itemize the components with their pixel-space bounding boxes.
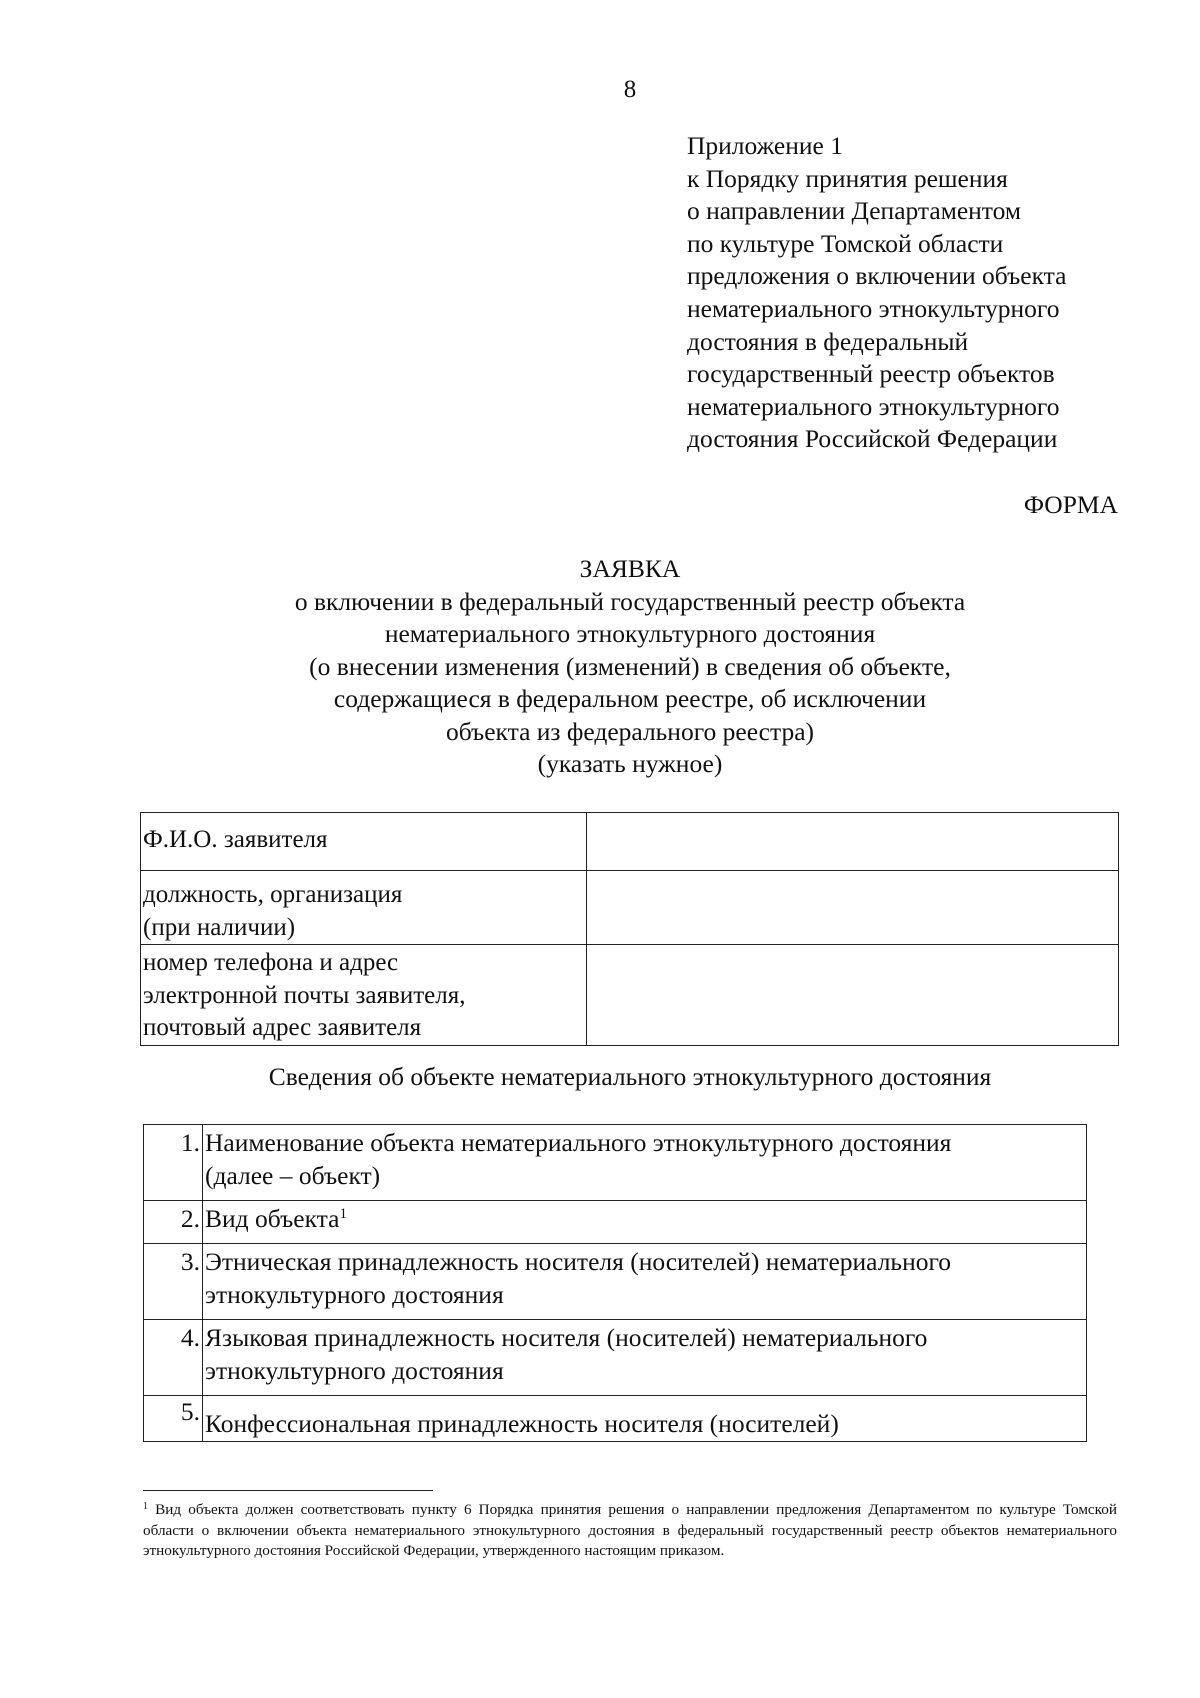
appendix-line: к Порядку принятия решения: [687, 163, 1008, 193]
row-number: 3.: [144, 1244, 203, 1320]
footnote-ref[interactable]: 1: [339, 1206, 347, 1222]
row-text-line: этнокультурного достояния: [205, 1279, 504, 1309]
footnote-marker: 1: [143, 1501, 148, 1512]
title-line: о включении в федеральный государственный реестр объекта: [294, 586, 966, 616]
page-number: 8: [623, 76, 637, 103]
appendix-line: предложения о включении объекта: [687, 261, 1067, 291]
table-row: [144, 1201, 1087, 1244]
footnote: [143, 1500, 1117, 1562]
appendix-line: о направлении Департаментом: [687, 196, 1022, 226]
appendix-line: по культуре Томской области: [687, 228, 1004, 258]
applicant-name-field[interactable]: [587, 813, 1119, 871]
table-row: [144, 1396, 1087, 1442]
title-line: нематериального этнокультурного достояния: [384, 619, 876, 648]
row-number: 1.: [144, 1125, 203, 1201]
footnote-divider: [143, 1490, 433, 1491]
title-line: объекта из федерального реестра): [445, 716, 815, 746]
row-text[interactable]: [203, 1125, 1087, 1201]
title-line: содержащиеся в федеральном реестре, об исключении: [333, 684, 927, 713]
row-text-line: этнокультурного достояния: [205, 1355, 504, 1385]
footnote-text: Вид объекта должен соответствовать пункту 6 Порядка принятия решения о направлении предложения Департаментом по культуре Томской области о включении объекта нематериального этнокультурного достояния в федеральный государственный реестр объектов нематериального этнокультурного достояния Российской Федерации, утвержденного настоящим приказом.: [143, 1501, 1118, 1559]
row-text[interactable]: [203, 1244, 1087, 1320]
row-text-line: Этническая принадлежность носителя (носителей) нематериального: [205, 1247, 952, 1276]
table-row: [141, 813, 1119, 871]
label-line: номер телефона и адрес: [143, 949, 399, 976]
label-line: почтовый адрес заявителя: [143, 1014, 422, 1041]
table-row: [144, 1125, 1087, 1201]
row-text-line: Вид объекта: [205, 1204, 340, 1233]
table-row: [141, 945, 1119, 1046]
row-text[interactable]: [203, 1320, 1087, 1396]
applicant-contacts-label: [141, 945, 587, 1046]
row-text-line: Языковая принадлежность носителя (носителей) нематериального: [205, 1323, 928, 1352]
applicant-table: [140, 812, 1119, 1046]
applicant-name-label: [141, 813, 587, 871]
row-text-line: Наименование объекта нематериального этнокультурного достояния: [205, 1128, 952, 1157]
title-line: (указать нужное): [537, 749, 723, 778]
row-text-line: Конфессиональная принадлежность носителя (носителей): [205, 1409, 839, 1438]
label-line: должность, организация: [143, 881, 403, 908]
row-text[interactable]: [203, 1201, 1087, 1244]
appendix-line: государственный реестр объектов: [687, 359, 1055, 389]
document-title: [0, 553, 1200, 781]
appendix-line: нематериального этнокультурного: [687, 391, 1060, 421]
row-text[interactable]: [203, 1396, 1087, 1442]
title-line: (о внесении изменения (изменений) в сведения об объекте,: [309, 651, 951, 681]
title-heading: ЗАЯВКА: [579, 554, 681, 583]
section-heading: Сведения об объекте нематериального этнокультурного достояния: [268, 1062, 992, 1091]
appendix-line: нематериального этнокультурного: [687, 293, 1060, 323]
label-line: электронной почты заявителя,: [143, 981, 466, 1009]
label-line: (при наличии): [143, 913, 296, 941]
applicant-position-field[interactable]: [587, 871, 1119, 945]
appendix-line: достояния в федеральный: [687, 326, 969, 356]
row-number: 5.: [144, 1396, 203, 1442]
appendix-line: Приложение 1: [687, 131, 843, 160]
appendix-line: достояния Российской Федерации: [687, 424, 1058, 454]
row-number: 4.: [144, 1320, 203, 1396]
table-row: [144, 1320, 1087, 1396]
applicant-contacts-field[interactable]: [587, 945, 1119, 1046]
table-row: [141, 871, 1119, 945]
appendix-note: [687, 130, 1147, 456]
label-line: Ф.И.О. заявителя: [143, 826, 328, 853]
table-row: [144, 1244, 1087, 1320]
row-text-line: (далее – объект): [205, 1160, 381, 1190]
form-label: ФОРМА: [1023, 490, 1118, 519]
row-number: 2.: [144, 1201, 203, 1244]
applicant-position-label: [141, 871, 587, 945]
object-info-table: [143, 1124, 1087, 1442]
